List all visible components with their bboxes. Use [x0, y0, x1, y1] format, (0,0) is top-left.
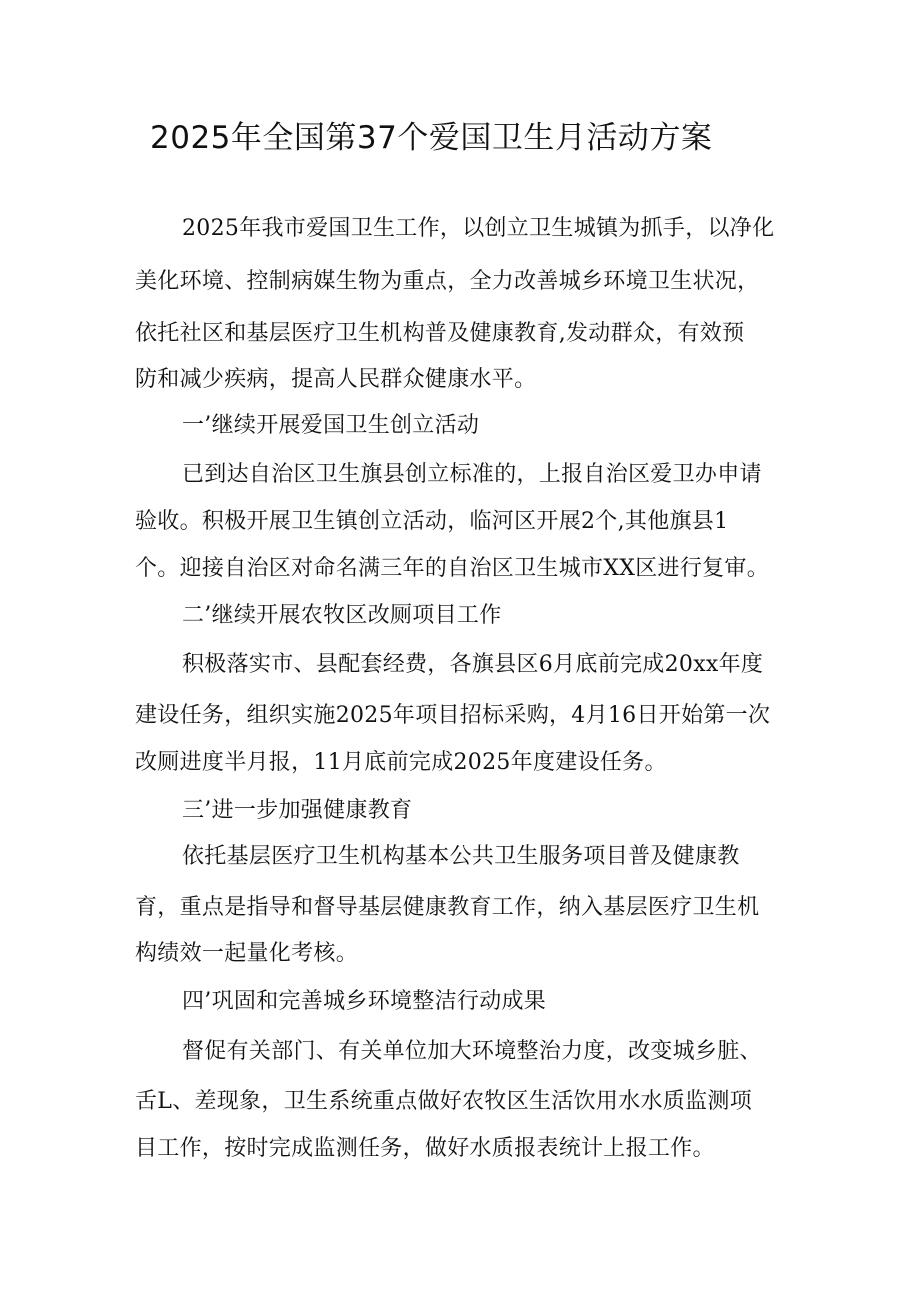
section-2-line-3: 改厕进度半月报，11月底前完成2025年度建设任务。 [135, 750, 667, 775]
intro-line-3: 依托社区和基层医疗卫生机构普及健康教育,发动群众，有效预 [135, 321, 745, 346]
section-2-heading: 二’继续开展农牧区改厕项目工作 [182, 603, 502, 628]
intro-line-2: 美化环境、控制病媒生物为重点，全力改善城乡环境卫生状况， [135, 269, 760, 294]
section-1-line-2: 验收。积极开展卫生镇创立活动，临河区开展2个,其他旗县1 [135, 509, 729, 534]
section-4-line-1: 督促有关部门、有关单位加大环境整治力度，改变城乡脏、 [182, 1039, 762, 1064]
section-4-heading: 四’巩固和完善城乡环境整洁行动成果 [182, 989, 547, 1014]
section-1-heading: 一’继续开展爱国卫生创立活动 [182, 413, 480, 438]
intro-line-1: 2025年我市爱国卫生工作，以创立卫生城镇为抓手，以净化 [182, 216, 775, 241]
section-2-line-2: 建设任务，组织实施2025年项目招标采购，4月16日开始第一次 [135, 703, 771, 728]
section-3-line-3: 构绩效一起量化考核。 [135, 941, 359, 966]
section-3-line-2: 育，重点是指导和督导基层健康教育工作，纳入基层医疗卫生机 [135, 895, 760, 920]
intro-line-4: 防和减少疾病，提高人民群众健康水平。 [135, 367, 537, 392]
section-1-line-1: 已到达自治区卫生旗县创立标准的，上报自治区爱卫办申请 [182, 462, 762, 487]
section-3-heading: 三’进一步加强健康教育 [182, 798, 413, 823]
section-4-line-3: 目工作，按时完成监测任务，做好水质报表统计上报工作。 [135, 1136, 715, 1161]
section-1-line-3: 个。迎接自治区对命名满三年的自治区卫生城市XX区进行复审。 [135, 556, 770, 581]
section-3-line-1: 依托基层医疗卫生机构基本公共卫生服务项目普及健康教 [182, 844, 740, 869]
section-2-line-1: 积极落实市、县配套经费，各旗县区6月底前完成20xx年度 [182, 652, 764, 677]
document-title: 2025年全国第37个爱国卫生月活动方案 [150, 120, 713, 156]
section-4-line-2: 舌L、差现象，卫生系统重点做好农牧区生活饮用水水质监测项 [135, 1089, 753, 1114]
